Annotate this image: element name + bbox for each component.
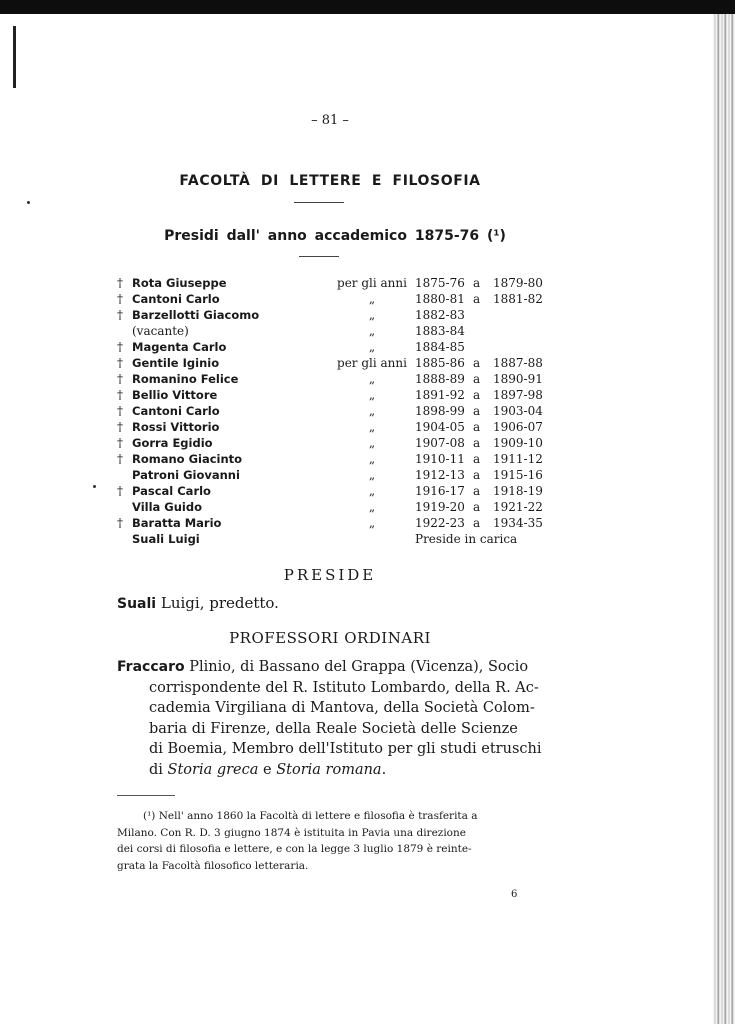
dean-period: „ bbox=[368, 324, 376, 338]
dean-row bbox=[117, 419, 557, 435]
footnote-line-3: dei corsi di filosofia e lettere, e con la legge 3 luglio 1879 è reinte- bbox=[117, 843, 472, 855]
preside-surname: Suali bbox=[117, 596, 157, 612]
dean-from-year: 1916-17 bbox=[415, 484, 465, 498]
dean-a: a bbox=[473, 372, 481, 386]
dean-row bbox=[117, 387, 557, 403]
dean-name: Cantoni Carlo bbox=[132, 404, 220, 418]
dean-period: per gli anni bbox=[337, 276, 407, 290]
dean-row bbox=[117, 291, 557, 307]
dean-to-year: 1906-07 bbox=[493, 420, 543, 434]
prof-line-3: cademia Virgiliana di Mantova, della Società Colom- bbox=[149, 700, 535, 716]
footnote-ref: (¹) bbox=[486, 228, 506, 244]
dagger-mark: † bbox=[117, 340, 123, 354]
dean-name: Bellio Vittore bbox=[132, 388, 218, 402]
dean-name: Villa Guido bbox=[132, 500, 202, 514]
dean-name: Barzellotti Giacomo bbox=[132, 308, 260, 322]
dean-to-year: 1887-88 bbox=[493, 356, 543, 370]
ordinari-heading: PROFESSORI ORDINARI bbox=[229, 629, 431, 647]
dean-to-year: 1921-22 bbox=[493, 500, 543, 514]
dean-row bbox=[117, 531, 557, 547]
dean-row bbox=[117, 275, 557, 291]
deans-list bbox=[117, 275, 557, 547]
dean-row bbox=[117, 515, 557, 531]
footnote-rule bbox=[117, 795, 175, 796]
page-number: – 81 – bbox=[311, 113, 349, 128]
dean-period: „ bbox=[368, 468, 376, 482]
dean-a: a bbox=[473, 388, 481, 402]
dean-period: „ bbox=[368, 404, 376, 418]
dean-from-year: 1888-89 bbox=[415, 372, 465, 386]
dean-name: Gorra Egidio bbox=[132, 436, 213, 450]
faculty-title: FACOLTÀ DI LETTERE E FILOSOFIA bbox=[179, 173, 481, 189]
dean-period: „ bbox=[368, 516, 376, 530]
dean-period: „ bbox=[368, 420, 376, 434]
heading-rule bbox=[299, 256, 339, 257]
dean-row bbox=[117, 339, 557, 355]
dagger-mark: † bbox=[117, 388, 123, 402]
footnote-line-1 bbox=[117, 808, 545, 825]
footnote-line-4: grata la Facoltà filosofico letteraria. bbox=[117, 859, 309, 872]
subject-greek-history: Storia greca bbox=[167, 761, 259, 778]
dean-a: a bbox=[473, 356, 481, 370]
footnote-marker: (¹) bbox=[143, 810, 156, 822]
dean-a: a bbox=[473, 276, 481, 290]
dean-to-year: 1879-80 bbox=[493, 276, 543, 290]
dean-row bbox=[117, 483, 557, 499]
dean-row bbox=[117, 403, 557, 419]
prof-line-2: corrispondente del R. Istituto Lombardo, della R. Ac- bbox=[149, 679, 539, 696]
dean-row bbox=[117, 451, 557, 467]
dean-from-year: 1919-20 bbox=[415, 500, 465, 514]
dagger-mark: † bbox=[117, 420, 123, 434]
dean-period: „ bbox=[368, 308, 376, 322]
prof-line-5: di Boemia, Membro dell'Istituto per gli studi etruschi bbox=[149, 741, 542, 757]
dean-from-year: 1880-81 bbox=[415, 292, 465, 306]
dean-from-year: 1875-76 bbox=[415, 276, 465, 290]
dean-to-year: 1897-98 bbox=[493, 388, 543, 402]
prof-line-1 bbox=[117, 657, 550, 678]
professor-entry bbox=[117, 657, 550, 780]
dean-name: Cantoni Carlo bbox=[132, 292, 220, 306]
dagger-mark: † bbox=[117, 516, 123, 530]
preside-rest: Luigi, predetto. bbox=[156, 594, 279, 612]
title-rule bbox=[294, 202, 344, 203]
footnote bbox=[117, 808, 545, 874]
dean-from-year: 1882-83 bbox=[415, 308, 465, 322]
presidi-heading-text: Presidi dall' anno accademico 1875-76 bbox=[164, 228, 480, 244]
dean-from-year: 1883-84 bbox=[415, 324, 465, 338]
dean-a: a bbox=[473, 452, 481, 466]
prof-line-6-pre: di bbox=[149, 761, 168, 778]
dean-period: „ bbox=[368, 340, 376, 354]
dean-row bbox=[117, 371, 557, 387]
subject-roman-history: Storia romana bbox=[276, 761, 382, 778]
dean-from-year: 1910-11 bbox=[415, 452, 465, 466]
dean-period: per gli anni bbox=[337, 356, 407, 370]
dean-from-year: 1885-86 bbox=[415, 356, 465, 370]
dean-from-year: 1922-23 bbox=[415, 516, 465, 530]
dean-period: „ bbox=[368, 452, 376, 466]
dean-name: Romanino Felice bbox=[132, 372, 239, 386]
dean-name: Baratta Mario bbox=[132, 516, 222, 530]
footnote-line-2: Milano. Con R. D. 3 giugno 1874 è istituita in Pavia una direzione bbox=[117, 826, 466, 839]
scan-left-mark bbox=[13, 26, 16, 88]
dean-name: Suali Luigi bbox=[132, 532, 200, 546]
presidi-heading bbox=[0, 228, 670, 244]
dean-current: Preside in carica bbox=[415, 532, 518, 546]
dean-row bbox=[117, 499, 557, 515]
dean-a: a bbox=[473, 468, 481, 482]
dean-period: „ bbox=[368, 372, 376, 386]
dean-period: „ bbox=[368, 436, 376, 450]
dean-row bbox=[117, 323, 557, 339]
dean-row bbox=[117, 355, 557, 371]
prof-line-4: baria di Firenze, della Reale Società delle Scienze bbox=[149, 720, 518, 737]
dean-name: Patroni Giovanni bbox=[132, 468, 240, 482]
prof-line-6-post: . bbox=[381, 761, 387, 778]
dean-from-year: 1898-99 bbox=[415, 404, 465, 418]
dagger-mark: † bbox=[117, 372, 123, 386]
dean-a: a bbox=[473, 404, 481, 418]
dean-from-year: 1912-13 bbox=[415, 468, 465, 482]
prof-line-text: Plinio, di Bassano del Grappa (Vicenza), Socio bbox=[184, 659, 529, 675]
dean-row bbox=[117, 467, 557, 483]
dagger-mark: † bbox=[117, 356, 123, 370]
dagger-mark: † bbox=[117, 308, 123, 322]
dean-period: „ bbox=[368, 388, 376, 402]
dean-period: „ bbox=[368, 500, 376, 514]
dean-name: Rota Giuseppe bbox=[132, 276, 227, 290]
dean-period: „ bbox=[368, 484, 376, 498]
dean-row bbox=[117, 307, 557, 323]
dean-name: Gentile Iginio bbox=[132, 356, 220, 370]
dean-name: Pascal Carlo bbox=[132, 484, 211, 498]
scan-speck bbox=[93, 485, 96, 488]
dagger-mark: † bbox=[117, 404, 123, 418]
dean-to-year: 1918-19 bbox=[493, 484, 543, 498]
dean-a: a bbox=[473, 436, 481, 450]
dean-to-year: 1890-91 bbox=[493, 372, 543, 386]
dean-a: a bbox=[473, 484, 481, 498]
dean-name: Rossi Vittorio bbox=[132, 420, 220, 434]
prof-line-6 bbox=[117, 760, 550, 781]
dagger-mark: † bbox=[117, 484, 123, 498]
scan-speck bbox=[27, 201, 30, 204]
scan-top-border bbox=[0, 0, 735, 14]
dagger-mark: † bbox=[117, 452, 123, 466]
dean-to-year: 1881-82 bbox=[493, 292, 543, 306]
dean-to-year: 1909-10 bbox=[493, 436, 543, 450]
dean-a: a bbox=[473, 500, 481, 514]
dagger-mark: † bbox=[117, 436, 123, 450]
dean-a: a bbox=[473, 420, 481, 434]
dean-to-year: 1915-16 bbox=[493, 468, 543, 482]
dean-from-year: 1891-92 bbox=[415, 388, 465, 402]
dean-row bbox=[117, 435, 557, 451]
dean-to-year: 1911-12 bbox=[493, 452, 543, 466]
dagger-mark: † bbox=[117, 292, 123, 306]
prof-line-6-mid: e bbox=[258, 761, 277, 778]
dean-name: Magenta Carlo bbox=[132, 340, 227, 354]
dean-from-year: 1884-85 bbox=[415, 340, 465, 354]
prof-surname: Fraccaro bbox=[117, 659, 185, 675]
signature-mark: 6 bbox=[511, 889, 518, 900]
dean-a: a bbox=[473, 516, 481, 530]
dean-to-year: 1903-04 bbox=[493, 404, 543, 418]
scan-right-edge bbox=[713, 14, 735, 1024]
footnote-line-1-text: Nell' anno 1860 la Facoltà di lettere e filosofia è trasferita a bbox=[155, 810, 478, 822]
dagger-mark: † bbox=[117, 276, 123, 290]
preside-line bbox=[117, 594, 279, 612]
dean-to-year: 1934-35 bbox=[493, 516, 543, 530]
dean-a: a bbox=[473, 292, 481, 306]
dean-name: (vacante) bbox=[132, 324, 189, 338]
preside-heading: PRESIDE bbox=[283, 566, 377, 584]
dean-from-year: 1907-08 bbox=[415, 436, 465, 450]
dean-period: „ bbox=[368, 292, 376, 306]
dean-name: Romano Giacinto bbox=[132, 452, 243, 466]
dean-from-year: 1904-05 bbox=[415, 420, 465, 434]
